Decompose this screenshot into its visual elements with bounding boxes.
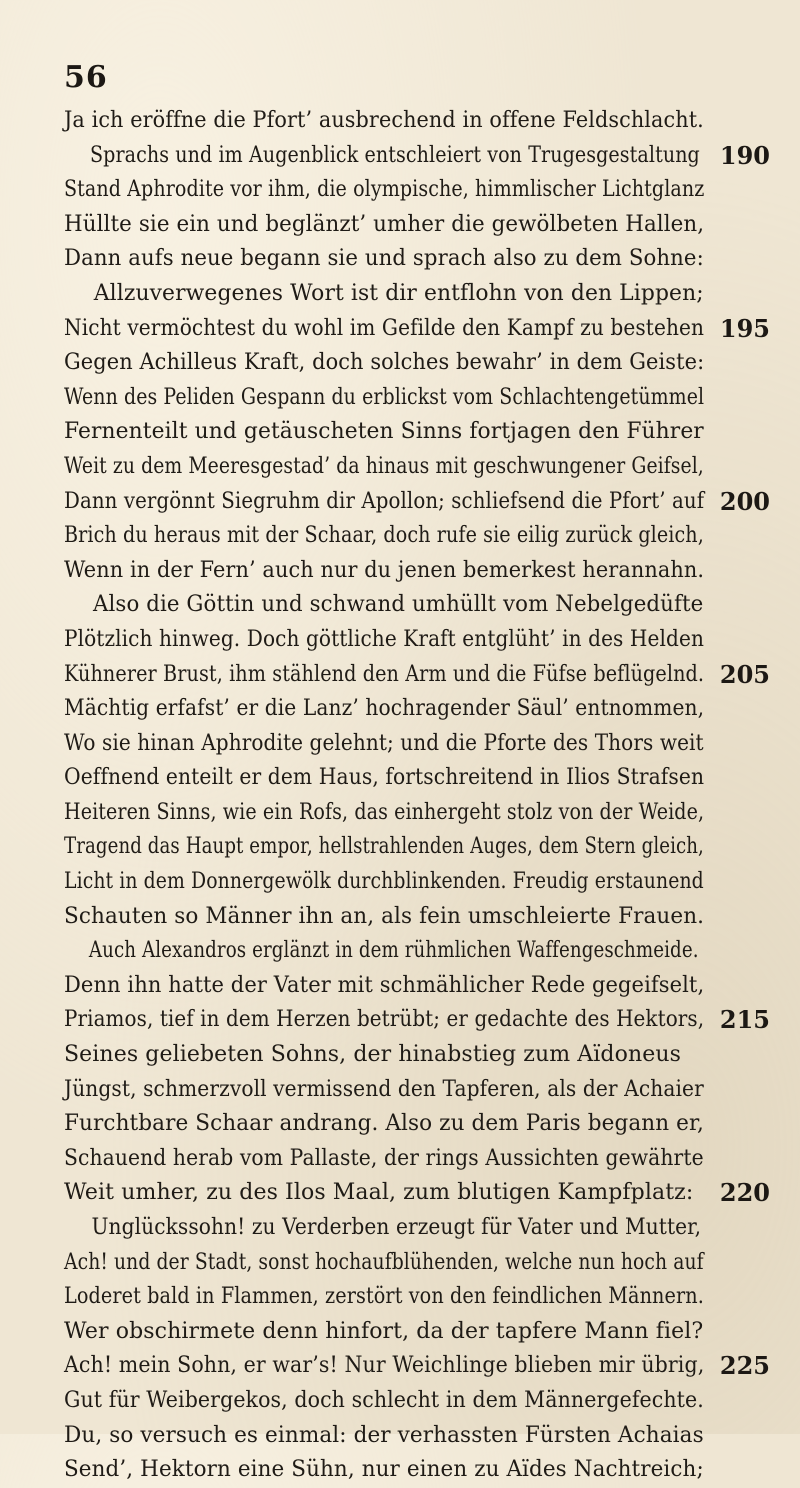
verse-line — [64, 865, 784, 900]
verse-line — [64, 1419, 784, 1454]
verse-text: Du, so versuch es einmal: der verhassten Fürsten Achaias — [64, 1422, 704, 1448]
verse-line — [64, 1211, 784, 1246]
verse-text: Auch Alexandros erglänzt in dem rühmlichen Waffengeschmeide. — [88, 938, 699, 964]
verse-text: Wenn des Peliden Gespann du erblickst vom Schlachtengetümmel — [64, 384, 705, 410]
verse-text: Unglückssohn! zu Verderben erzeugt für Vater und Mutter, — [91, 1215, 702, 1240]
verse-line — [64, 900, 784, 935]
verse-line — [64, 1349, 784, 1384]
verse-line — [64, 1038, 784, 1073]
verse-line — [64, 173, 784, 208]
verse-line — [64, 208, 784, 243]
verse-line — [64, 1003, 784, 1038]
verse-line — [64, 139, 784, 174]
verse-text: Licht in dem Donnergewölk durchblinkenden. Freudig erstaunend — [64, 869, 704, 895]
verse-text: Wenn in der Fern’ auch nur du jenen bemerkest herannahn. — [64, 557, 705, 583]
verse-line — [64, 588, 784, 623]
verse-text: Gut für Weibergekos, doch schlecht in dem Männergefechte. — [64, 1387, 704, 1413]
verse-line — [64, 1073, 784, 1108]
verse-text: Nicht vermöchtest du wohl im Gefilde den Kampf zu bestehen — [64, 315, 705, 341]
verse-line — [64, 1176, 784, 1211]
verse-line — [64, 1384, 784, 1419]
verse-text: Brich du heraus mit der Schaar, doch rufe sie eilig zurück gleich, — [64, 523, 704, 549]
verse-line — [64, 1107, 784, 1142]
verse-text: Ja ich eröffne die Pfort’ ausbrechend in offene Feldschlacht. — [64, 108, 704, 133]
line-number: 195 — [719, 313, 770, 343]
verse-text: Wer obschirmete denn hinfort, da der tapfere Mann fiel? — [64, 1318, 704, 1344]
verse-line — [64, 312, 784, 347]
verse-line — [64, 519, 784, 554]
verse-line — [64, 1142, 784, 1177]
verse-text: Furchtbare Schaar andrang. Also zu dem Paris begann er, — [64, 1111, 705, 1137]
verse-text: Denn ihn hatte der Vater mit schmählicher Rede gegeifselt, — [64, 972, 705, 998]
verse-text: Dann vergönnt Siegruhm dir Apollon; schliefsend die Pfort’ auf — [64, 488, 705, 514]
verse-text: Schauten so Männer ihn an, als fein umschleierte Frauen. — [64, 903, 705, 929]
line-number: 200 — [719, 486, 770, 516]
verse-text: Weit umher, zu des Ilos Maal, zum blutigen Kampfplatz: — [64, 1180, 694, 1206]
verse-line — [64, 727, 784, 762]
line-number: 220 — [719, 1178, 770, 1208]
verse-line — [64, 623, 784, 658]
verse-text: Schauend herab vom Pallaste, der rings Aussichten gewährte — [64, 1145, 704, 1171]
verse-line — [64, 381, 784, 416]
verse-text: Kühnerer Brust, ihm stählend den Arm und die Füfse beflügelnd. — [64, 661, 705, 687]
verse-text: Ach! mein Sohn, er war’s! Nur Weichlinge blieben mir übrig, — [64, 1353, 705, 1379]
page-number: 56 — [64, 60, 108, 95]
verse-text: Mächtig erfafst’ er die Lanz’ hochragender Säul’ entnommen, — [64, 696, 705, 722]
verse-text: Fernenteilt und getäuscheten Sinns fortjagen den Führer — [64, 419, 704, 445]
line-number: 190 — [719, 140, 770, 170]
verse-text: Heiteren Sinns, wie ein Rofs, das einhergeht stolz von der Weide, — [64, 799, 705, 825]
verse-text: Jüngst, schmerzvoll vermissend den Tapferen, als der Achaier — [64, 1076, 704, 1102]
verse-list — [64, 104, 784, 1488]
verse-line — [64, 242, 784, 277]
verse-text: Allzuverwegenes Wort ist dir entflohn von den Lippen; — [93, 280, 704, 306]
verse-line — [64, 415, 784, 450]
verse-text: Also die Göttin und schwand umhüllt vom Nebelgedüfte — [93, 592, 704, 618]
line-number: 205 — [719, 659, 770, 689]
verse-line — [64, 450, 784, 485]
verse-text: Weit zu dem Meeresgestad’ da hinaus mit geschwungener Geifsel, — [64, 453, 704, 479]
verse-line — [64, 934, 784, 969]
verse-line — [64, 277, 784, 312]
verse-line — [64, 761, 784, 796]
verse-line — [64, 346, 784, 381]
verse-line — [64, 1280, 784, 1315]
verse-text: Stand Aphrodite vor ihm, die olympische, himmlischer Lichtglanz — [64, 177, 705, 203]
verse-text: Plötzlich hinweg. Doch göttliche Kraft entglüht’ in des Helden — [64, 626, 704, 652]
line-number: 225 — [719, 1351, 770, 1381]
verse-line — [64, 692, 784, 727]
line-number: 215 — [719, 1005, 770, 1035]
verse-text: Tragend das Haupt empor, hellstrahlenden Auges, dem Stern gleich, — [64, 834, 704, 860]
verse-text: Seines geliebeten Sohns, der hinabstieg zum Aïdoneus — [64, 1042, 682, 1068]
verse-line — [64, 104, 784, 139]
verse-text: Hüllte sie ein und beglänzt’ umher die gewölbeten Hallen, — [64, 211, 705, 237]
verse-text: Priamos, tief in dem Herzen betrübt; er gedachte des Hektors, — [64, 1007, 705, 1033]
verse-text: Oeffnend enteilt er dem Haus, fortschreitend in Ilios Strafsen — [64, 765, 705, 791]
verse-line — [64, 485, 784, 520]
verse-text: Dann aufs neue begann sie und sprach also zu dem Sohne: — [64, 246, 704, 272]
verse-text: Wo sie hinan Aphrodite gelehnt; und die Pforte des Thors weit — [64, 730, 704, 756]
verse-line — [64, 1246, 784, 1281]
verse-text: Gegen Achilleus Kraft, doch solches bewahr’ in dem Geiste: — [64, 350, 705, 376]
verse-text: Send’, Hektorn eine Sühn, nur einen zu Aïdes Nachtreich; — [64, 1457, 704, 1483]
verse-text: Loderet bald in Flammen, zerstört von den feindlichen Männern. — [64, 1284, 704, 1310]
verse-text: Ach! und der Stadt, sonst hochaufblühenden, welche nun hoch auf — [64, 1249, 704, 1275]
verse-line — [64, 830, 784, 865]
verse-line — [64, 796, 784, 831]
verse-text: Sprachs und im Augenblick entschleiert von Trugesgestaltung — [90, 142, 700, 168]
verse-line — [64, 1453, 784, 1488]
verse-line — [64, 1315, 784, 1350]
verse-line — [64, 554, 784, 589]
verse-line — [64, 658, 784, 693]
verse-line — [64, 969, 784, 1004]
